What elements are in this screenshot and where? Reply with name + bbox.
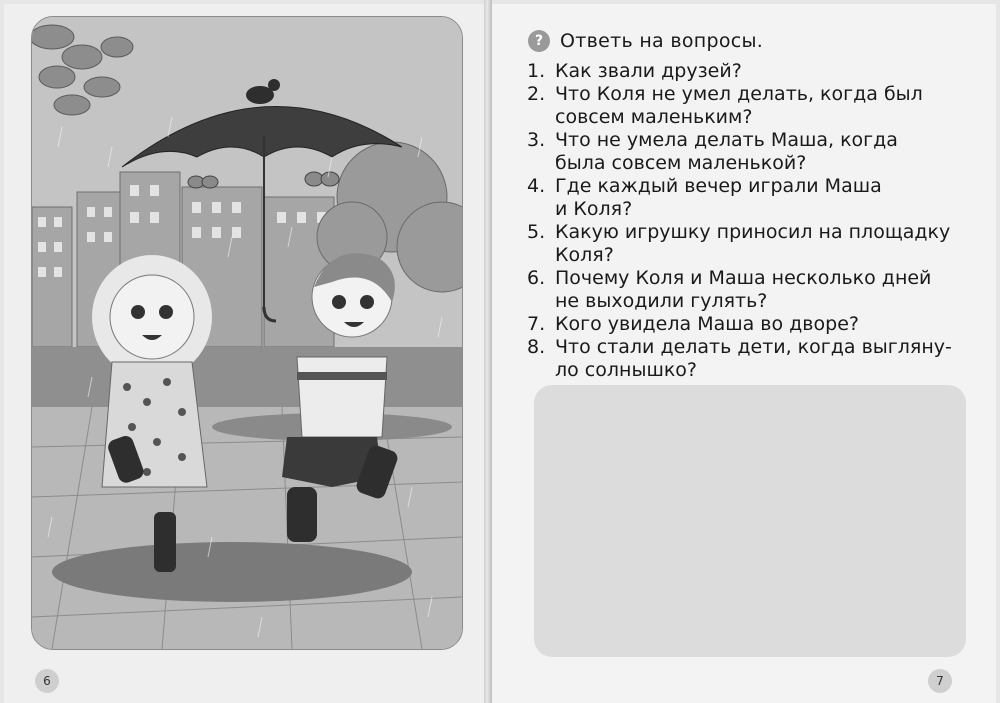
book-gutter bbox=[484, 0, 492, 703]
question-text: Где каждый вечер играли Маша и Коля? bbox=[555, 175, 882, 220]
list-item bbox=[527, 313, 959, 336]
question-number: 3. bbox=[527, 129, 546, 151]
list-item bbox=[527, 336, 959, 382]
question-number: 4. bbox=[527, 175, 546, 197]
questions-list bbox=[527, 60, 959, 382]
page-number-left: 6 bbox=[35, 669, 59, 693]
page-number-right: 7 bbox=[928, 669, 952, 693]
question-number: 8. bbox=[527, 336, 546, 358]
list-item bbox=[527, 129, 959, 175]
question-text: Какую игрушку приносил на площадку Коля? bbox=[555, 221, 951, 266]
question-text: Что не умела делать Маша, когда была совсем маленькой? bbox=[555, 129, 898, 174]
question-number: 1. bbox=[527, 60, 546, 82]
answer-area bbox=[534, 385, 966, 657]
question-number: 6. bbox=[527, 267, 546, 289]
question-text: Кого увидела Маша во дворе? bbox=[555, 313, 859, 335]
question-text: Почему Коля и Маша несколько дней не выходили гулять? bbox=[555, 267, 932, 312]
task-header bbox=[528, 28, 763, 54]
question-text: Как звали друзей? bbox=[555, 60, 742, 82]
list-item bbox=[527, 83, 959, 129]
question-number: 2. bbox=[527, 83, 546, 105]
question-number: 7. bbox=[527, 313, 546, 335]
task-title: Ответь на вопросы. bbox=[560, 30, 764, 52]
question-mark-icon: ? bbox=[528, 30, 550, 52]
list-item bbox=[527, 267, 959, 313]
list-item bbox=[527, 60, 959, 83]
story-illustration bbox=[31, 16, 463, 650]
question-text: Что Коля не умел делать, когда был совсем маленьким? bbox=[555, 83, 923, 128]
list-item bbox=[527, 221, 959, 267]
question-text: Что стали делать дети, когда выгляну- ло солнышко? bbox=[555, 336, 952, 381]
list-item bbox=[527, 175, 959, 221]
question-number: 5. bbox=[527, 221, 546, 243]
